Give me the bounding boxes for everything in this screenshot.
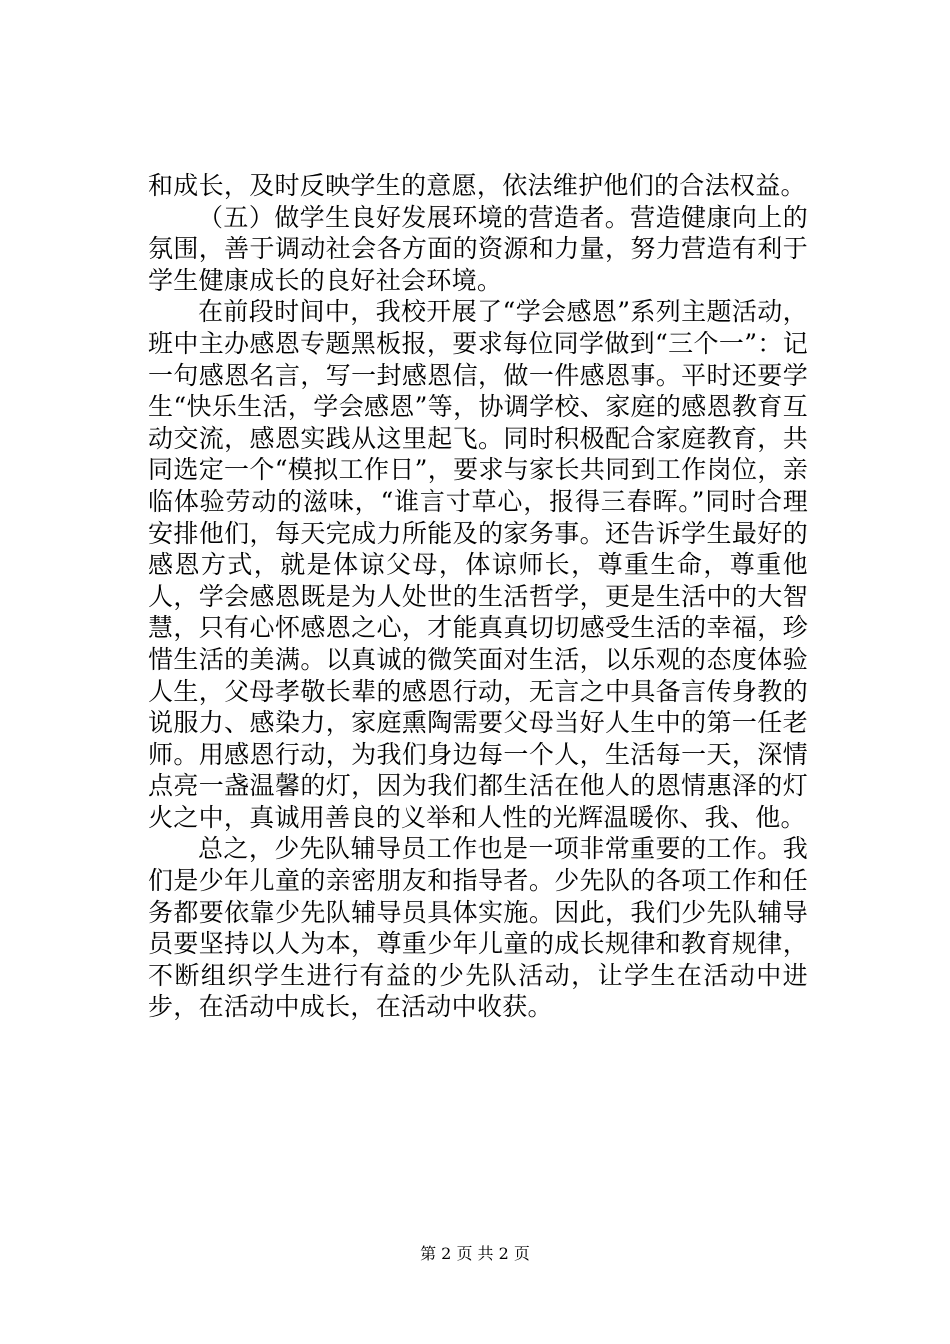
page-footer: 第 2 页 共 2 页 <box>420 1244 530 1263</box>
paragraph-section-five: （五）做学生良好发展环境的营造者。营造健康向上的氛围，善于调动社会各方面的资源和力量，努力营造有利于学生健康成长的良好社会环境。 <box>148 202 808 295</box>
paragraph-continuation: 和成长，及时反映学生的意愿，依法维护他们的合法权益。 <box>148 171 806 200</box>
paragraph-gratitude-activity: 在前段时间中，我校开展了“学会感恩”系列主题活动，班中主办感恩专题黑板报，要求每位同学做到“三个一”：记一句感恩名言，写一封感恩信，做一件感恩事。平时还要学生“快乐生活，学会感恩”等，协调学校、家庭的感恩教育互动交流，感恩实践从这里起飞。同时积极配合家庭教育，共同选定一个“模拟工作日”，要求与家长共同到工作岗位，亲临体验劳动的滋味，“谁言寸草心，报得三春晖。”同时合理安排他们，每天完成力所能及的家务事。还告诉学生最好的感恩方式，就是体谅父母，体谅师长，尊重生命，尊重他人，学会感恩既是为人处世的生活哲学，更是生活中的大智慧，只有心怀感恩之心，才能真真切切感受生活的幸福，珍惜生活的美满。以真诚的微笑面对生活，以乐观的态度体验人生，父母孝敬长辈的感恩行动，无言之中具备言传身教的说服力、感染力，家庭熏陶需要父母当好人生中的第一任老师。用感恩行动，为我们身边每一个人，生活每一天，深情点亮一盏温馨的灯，因为我们都生活在他人的恩情惠泽的灯火之中，真诚用善良的义举和人性的光辉温暖你、我、他。 <box>148 297 808 832</box>
paragraph-conclusion: 总之，少先队辅导员工作也是一项非常重要的工作。我们是少年儿童的亲密朋友和指导者。少先队的各项工作和任务都要依靠少先队辅导员具体实施。因此，我们少先队辅导员要坚持以人为本，尊重少年儿童的成长规律和教育规律，不断组织学生进行有益的少先队活动，让学生在活动中进步，在活动中成长，在活动中收获。 <box>148 834 808 1022</box>
document-body <box>148 170 808 1023</box>
